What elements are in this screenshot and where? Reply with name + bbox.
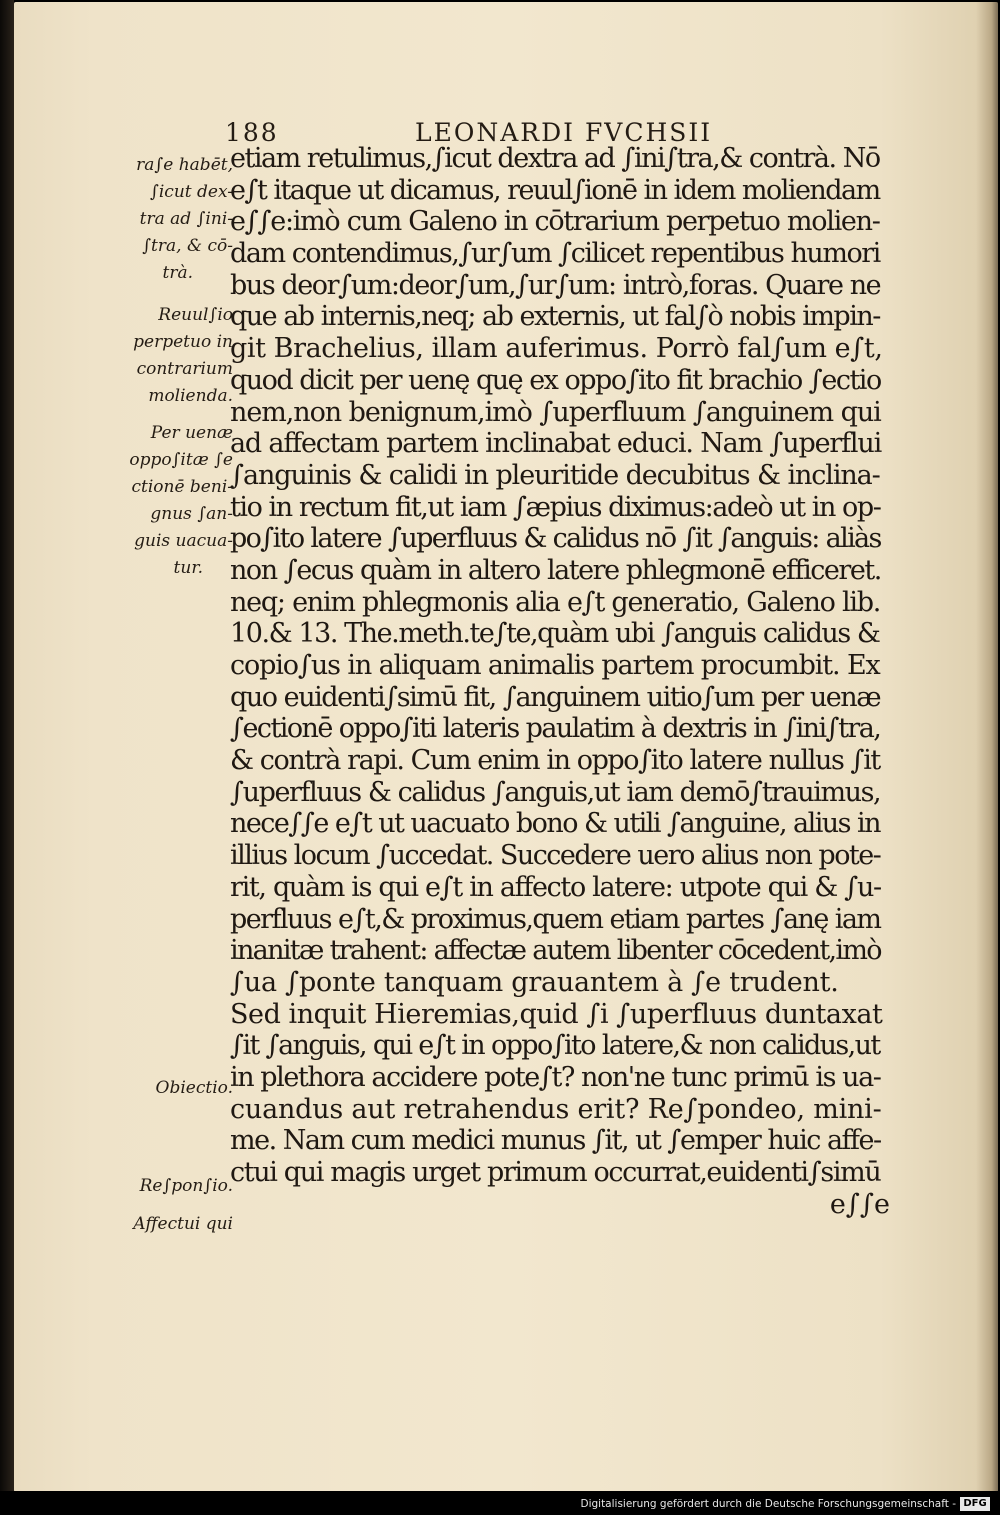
page-edge-shadow	[976, 2, 998, 1492]
text-line: nem,non benignum,imò ∫uperfluum ∫anguinem qui	[230, 396, 881, 428]
text-line: po∫ito latere ∫uperfluus & calidus nō ∫it ∫anguis: aliàs	[230, 523, 881, 555]
text-line: cuandus aut retrahendus erit? Re∫pondeo, mini-	[230, 1093, 882, 1125]
text-line: e∫t itaque ut dicamus, reuul∫ionē in idem moliendam	[230, 174, 880, 206]
text-line: e∫∫e:imò cum Galeno in cōtrarium perpetuo molien-	[230, 206, 880, 238]
margin-note-line: perpetuo in	[133, 332, 233, 352]
text-line: illius locum ∫uccedat. Succedere uero alius non pote-	[230, 840, 881, 872]
margin-note-line: tur.	[173, 558, 203, 578]
text-line: que ab internis,neq; ab externis, ut fal∫ò nobis impin-	[230, 301, 880, 333]
text-line: non ∫ecus quàm in altero latere phlegmonē efficeret.	[230, 554, 881, 586]
text-line: Sed inquit Hieremias,quid ∫i ∫uperfluus duntaxat	[230, 998, 883, 1030]
text-line: nece∫∫e e∫t ut uacuato bono & utili ∫anguine, alius in	[230, 808, 880, 840]
text-line: rit, quàm is qui e∫t in affecto latere: utpote qui & ∫u-	[230, 871, 881, 903]
margin-note-line: Per uenæ	[150, 423, 233, 443]
text-line: tio in rectum fit,ut iam ∫æpius diximus:adeò ut in op-	[230, 491, 881, 523]
margin-note-line: ra∫e habēt,	[136, 155, 233, 175]
text-line: ctui qui magis urget primum occurrat,euidenti∫simū	[230, 1157, 881, 1188]
margin-note-line: tra ad ∫ini-	[139, 209, 233, 229]
margin-note-line: Re∫pon∫io.	[139, 1176, 233, 1196]
margin-note-1	[108, 152, 233, 287]
text-line: inanitæ trahent: affectæ autem libenter cōcedent,imò	[230, 935, 881, 967]
text-line: & contrà rapi. Cum enim in oppo∫ito latere nullus ∫it	[230, 745, 880, 777]
text-line: ad affectam partem inclinabat educi. Nam ∫uperflui	[230, 428, 882, 460]
margin-note-2	[108, 302, 233, 410]
margin-note-line: guis uacua-	[134, 531, 233, 551]
margin-note-6	[108, 1211, 233, 1238]
footer-bar	[0, 1491, 1000, 1515]
margin-note-4	[108, 1075, 233, 1102]
margin-note-line: Reuul∫io	[158, 305, 233, 325]
margin-note-line: trà.	[162, 263, 193, 283]
page-number: 188	[225, 118, 279, 147]
margin-note-5	[108, 1173, 233, 1200]
running-title: LEONARDI FVCHSII	[415, 118, 713, 147]
margin-note-line: oppo∫itæ ∫e	[129, 450, 233, 470]
text-line: neq; enim phlegmonis alia e∫t generatio, Galeno lib.	[230, 586, 881, 618]
text-line: quo euidenti∫simū fit, ∫anguinem uitio∫um per uenæ	[230, 681, 881, 713]
margin-note-line: molienda.	[148, 386, 233, 406]
text-line: etiam retulimus,∫icut dextra ad ∫ini∫tra,& contrà. Nō	[230, 143, 880, 174]
text-line: ∫uperfluus & calidus ∫anguis,ut iam demō∫trauimus,	[230, 776, 881, 808]
margin-note-line: ∫icut dex-	[150, 182, 233, 202]
text-line: copio∫us in aliquam animalis partem procumbit. Ex	[230, 650, 880, 681]
text-line: e∫∫e	[829, 1188, 890, 1220]
margin-note-line: Obiectio.	[155, 1078, 233, 1098]
margin-note-line: ∫tra, & cō-	[142, 236, 233, 256]
dfg-logo: DFG	[960, 1497, 990, 1511]
text-line: git Brachelius, illam auferimus. Porrò fal∫um e∫t,	[230, 333, 883, 365]
margin-note-line: Affectui qui	[133, 1214, 233, 1234]
body-text	[230, 143, 890, 1220]
margin-note-line: gnus ∫an-	[150, 504, 233, 524]
funding-credit: Digitalisierung gefördert durch die Deutsche Forschungsgemeinschaft -	[580, 1498, 956, 1510]
text-line: quod dicit per uenę quę ex oppo∫ito fit brachio ∫ectio	[230, 364, 881, 396]
text-line: ∫anguinis & calidi in pleuritide decubitus & inclina-	[230, 459, 880, 491]
margin-note-line: contrarium	[136, 359, 233, 379]
margin-note-line: ctionē beni-	[131, 477, 233, 497]
text-line: perfluus e∫t,& proximus,quem etiam partes ∫anę iam	[230, 903, 881, 935]
book-binding-edge	[0, 0, 14, 1497]
text-line: dam contendimus,∫ur∫um ∫cilicet repentibus humori	[230, 238, 880, 270]
margin-note-3	[108, 420, 233, 582]
text-line: bus deor∫um:deor∫um,∫ur∫um: intrò,foras. Quare ne	[230, 269, 881, 301]
text-line: ∫ua ∫ponte tanquam grauantem à ∫e trudent.	[230, 966, 839, 998]
text-line: 10.& 13. The.meth.te∫te,quàm ubi ∫anguis calidus &	[230, 618, 880, 650]
text-line: ∫it ∫anguis, qui e∫t in oppo∫ito latere,& non calidus,ut	[230, 1030, 880, 1062]
text-line: me. Nam cum medici munus ∫it, ut ∫emper huic affe-	[230, 1125, 881, 1157]
text-line: ∫ectionē oppo∫iti lateris paulatim à dextris in ∫ini∫tra,	[230, 713, 881, 745]
text-line: in plethora accidere pote∫t? non'ne tunc primū is ua-	[230, 1061, 881, 1093]
